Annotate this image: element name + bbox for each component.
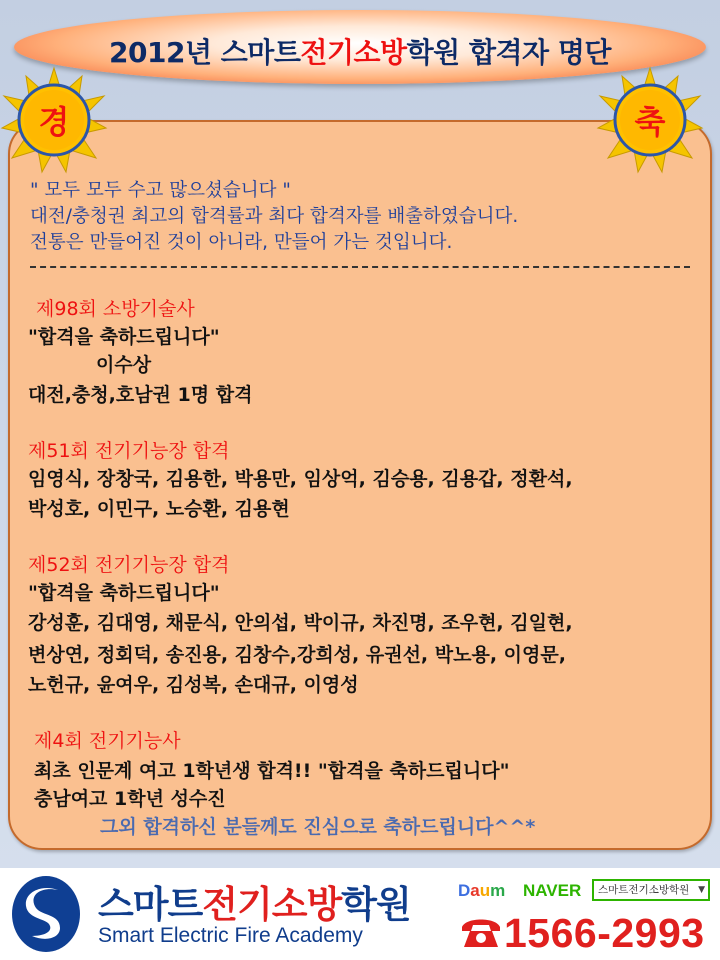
results-body [28,0,708,860]
phone-number[interactable]: 1566-2993 [458,910,705,957]
section-51-names: 박성호, 이민구, 노승환, 김용현 [28,498,290,520]
section-98-note: 대전,충청,호남권 1명 합격 [28,384,253,406]
section-4-name: 충남여고 1학년 성수진 [34,788,226,810]
section-98-heading: 제98회 소방기술사 [36,298,195,320]
closing-message: 그외 합격하신 분들께도 진심으로 축하드립니다^^* [100,816,536,838]
section-98-name: 이수상 [96,354,152,376]
daum-logo[interactable]: Daum [458,881,506,900]
intro-line: " 모두 모두 수고 많으셨습니다 " [30,180,291,201]
badge-char-right: 축 [634,103,666,141]
section-4-note: 최초 인문계 여고 1학년생 합격!! "합격을 축하드립니다" [34,760,510,782]
dropdown-arrow-icon: ▼ [698,885,705,895]
title-highlight: 전기소방 [300,36,407,69]
section-52-names: 강성훈, 김대영, 채문식, 안의섭, 박이규, 차진명, 조우현, 김일현, [28,612,573,634]
section-52-congrats: "합격을 축하드립니다" [28,582,220,604]
badge-char-left: 경 [38,103,70,141]
section-52-names: 노헌규, 윤여우, 김성복, 손대규, 이영성 [28,674,359,696]
naver-logo[interactable]: NAVER [523,881,582,900]
phone-icon [458,915,504,949]
intro-line: 대전/충청권 최고의 합격률과 최다 합격자를 배출하였습니다. [30,206,519,227]
search-keyword-box[interactable]: 스마트전기소방학원 ▼ [592,879,710,901]
section-51-heading: 제51회 전기기능장 합격 [28,440,230,462]
title-prefix: 2012년 스마트 [109,36,301,69]
brand-korean: 스마트전기소방학원 [98,883,411,926]
academy-logo-icon [10,874,82,954]
title-suffix: 학원 합격자 명단 [406,36,611,69]
section-52-names: 변상연, 정회덕, 송진용, 김창수,강희성, 유권선, 박노용, 이영문, [28,644,566,666]
section-98-congrats: "합격을 축하드립니다" [28,326,220,348]
brand-english: Smart Electric Fire Academy [98,924,363,947]
section-51-names: 임영식, 장창국, 김용한, 박용만, 임상억, 김승용, 김용갑, 정환석, [28,468,573,490]
section-4-heading: 제4회 전기기능사 [34,730,181,752]
section-52-heading: 제52회 전기기능장 합격 [28,554,230,576]
intro-line: 전통은 만들어진 것이 아니라, 만들어 가는 것입니다. [30,232,453,253]
